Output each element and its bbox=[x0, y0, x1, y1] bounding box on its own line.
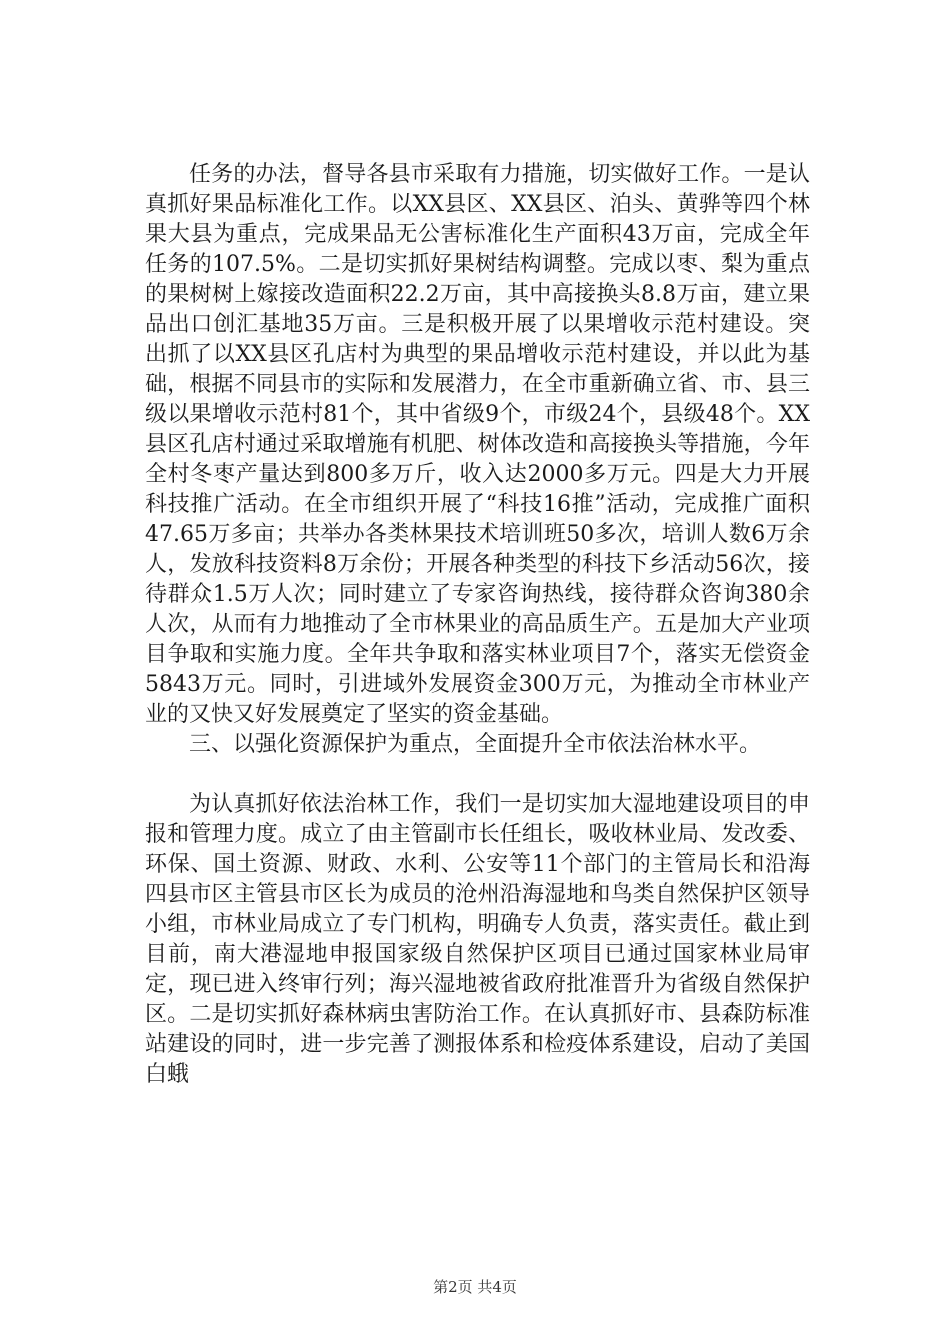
document-body bbox=[145, 160, 810, 1090]
paragraph-fruit-industry: 任务的办法，督导各县市采取有力措施，切实做好工作。一是认真抓好果品标准化工作。以XX县区、XX县区、泊头、黄骅等四个林果大县为重点，完成果品无公害标准化生产面积43万亩，完成全年任务的107.5%。二是切实抓好果树结构调整。完成以枣、梨为重点的果树树上嫁接改造面积22.2万亩，其中高接换头8.8万亩，建立果品出口创汇基地35万亩。三是积极开展了以果增收示范村建设。突出抓了以XX县区孔店村为典型的果品增收示范村建设，并以此为基础，根据不同县市的实际和发展潜力，在全市重新确立省、市、县三级以果增收示范村81个，其中省级9个，市级24个，县级48个。XX县区孔店村通过采取增施有机肥、树体改造和高接换头等措施，今年全村冬枣产量达到800多万斤，收入达2000多万元。四是大力开展科技推广活动。在全市组织开展了“科技16推”活动，完成推广面积47.65万多亩；共举办各类林果技术培训班50多次，培训人数6万余人，发放科技资料8万余份；开展各种类型的科技下乡活动56次，接待群众1.5万人次；同时建立了专家咨询热线，接待群众咨询380余人次，从而有力地推动了全市林果业的高品质生产。五是加大产业项目争取和实施力度。全年共争取和落实林业项目7个，落实无偿资金5843万元。同时，引进域外发展资金300万元，为推动全市林业产业的又快又好发展奠定了坚实的资金基础。 bbox=[145, 162, 810, 727]
paragraph-law-based-forestry: 为认真抓好依法治林工作，我们一是切实加大湿地建设项目的申报和管理力度。成立了由主管副市长任组长，吸收林业局、发改委、环保、国土资源、财政、水利、公安等11个部门的主管局长和沿海四县市区主管县市区长为成员的沧州沿海湿地和鸟类自然保护区领导小组，市林业局成立了专门机构，明确专人负责，落实责任。截止到目前，南大港湿地申报国家级自然保护区项目已通过国家林业局审定，现已进入终审行列；海兴湿地被省政府批准晋升为省级自然保护区。二是切实抓好森林病虫害防治工作。在认真抓好市、县森防标准站建设的同时，进一步完善了测报体系和检疫体系建设，启动了美国白蛾 bbox=[145, 792, 810, 1087]
page-footer: 第2页 共4页 bbox=[433, 1278, 517, 1296]
section-heading-resource-protection: 三、以强化资源保护为重点，全面提升全市依法治林水平。 bbox=[189, 732, 762, 757]
